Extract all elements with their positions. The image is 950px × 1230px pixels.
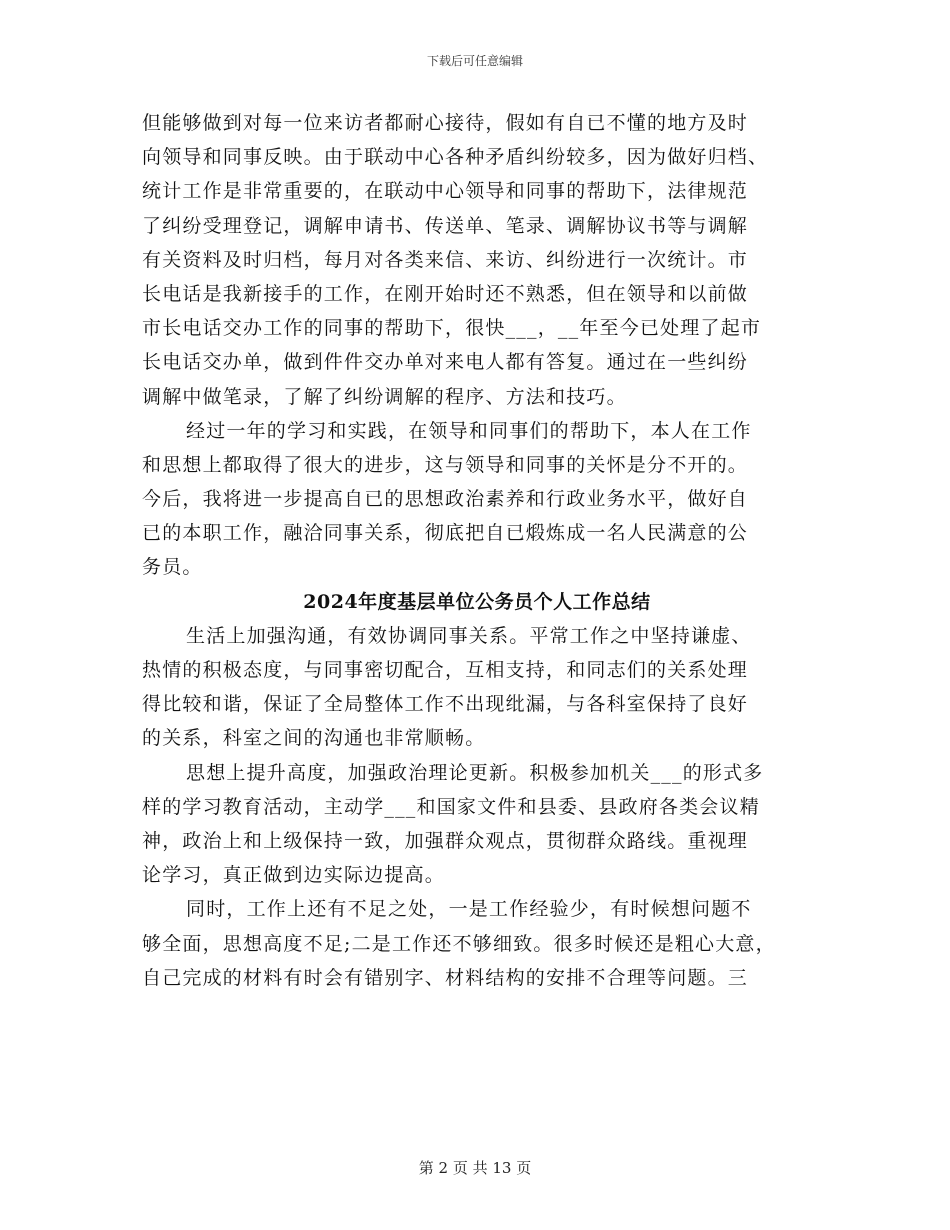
text-line: 生活上加强沟通，有效协调同事关系。平常工作之中坚持谦虚、 xyxy=(186,624,752,647)
text-line: 向领导和同事反映。由于联动中心各种矛盾纠纷较多，因为做好归档、 xyxy=(142,146,769,169)
section-title: 2024年度基层单位公务员个人工作总结 xyxy=(303,590,651,613)
text-line: 神，政治上和上级保持一致，加强群众观点，贯彻群众路线。重视理 xyxy=(142,829,749,852)
text-line: 论学习，真正做到边实际边提高。 xyxy=(142,864,446,887)
text-line: 今后，我将进一步提高自已的思想政治素养和行政业务水平，做好自 xyxy=(142,488,749,511)
text-line: 有关资料及时归档，每月对各类来信、来访、纠纷进行一次统计。市 xyxy=(142,248,749,271)
text-line: 已的本职工作，融洽同事关系，彻底把自已煅炼成一名人民满意的公 xyxy=(142,522,749,545)
text-line: 够全面，思想高度不足;二是工作还不够细致。很多时候还是粗心大意， xyxy=(142,932,776,955)
text-line: 但能够做到对每一位来访者都耐心接待，假如有自已不懂的地方及时 xyxy=(142,112,749,134)
text-line: 了纠纷受理登记，调解申请书、传送单、笔录、调解协议书等与调解 xyxy=(142,214,749,237)
text-line: 经过一年的学习和实践，在领导和同事们的帮助下，本人在工作 xyxy=(186,419,752,442)
text-line: 的关系，科室之间的沟通也非常顺畅。 xyxy=(142,727,486,750)
text-line: 统计工作是非常重要的，在联动中心领导和同事的帮助下，法律规范 xyxy=(142,180,749,203)
text-line: 市长电话交办工作的同事的帮助下，很快___，__年至今已处理了起市 xyxy=(142,317,762,340)
text-line: 思想上提升高度，加强政治理论更新。积极参加机关___的形式多 xyxy=(186,761,764,784)
text-line: 得比较和谐，保证了全局整体工作不出现纰漏，与各科室保持了良好 xyxy=(142,693,749,716)
text-line: 热情的积极态度，与同事密切配合，互相支持，和同志们的关系处理 xyxy=(142,659,749,681)
text-line: 和思想上都取得了很大的进步，这与领导和同事的关怀是分不开的。 xyxy=(142,453,749,476)
page-number-footer: 第 2 页 共 13 页 xyxy=(418,1159,532,1177)
text-line: 调解中做笔录，了解了纠纷调解的程序、方法和技巧。 xyxy=(142,385,627,408)
text-line: 务员。 xyxy=(142,556,203,579)
page-header-note: 下载后可任意编辑 xyxy=(426,54,523,68)
text-line: 自己完成的材料有时会有错别字、材料结构的安排不合理等问题。三 xyxy=(142,966,749,989)
document-body xyxy=(142,106,812,995)
text-line: 样的学习教育活动，主动学___和国家文件和县委、县政府各类会议精 xyxy=(142,795,760,818)
text-line: 长电话交办单，做到件件交办单对来电人都有答复。通过在一些纠纷 xyxy=(142,351,749,374)
text-line: 长电话是我新接手的工作，在刚开始时还不熟悉，但在领导和以前做 xyxy=(142,282,749,305)
text-line: 同时，工作上还有不足之处，一是工作经验少，有时候想问题不 xyxy=(186,898,752,921)
